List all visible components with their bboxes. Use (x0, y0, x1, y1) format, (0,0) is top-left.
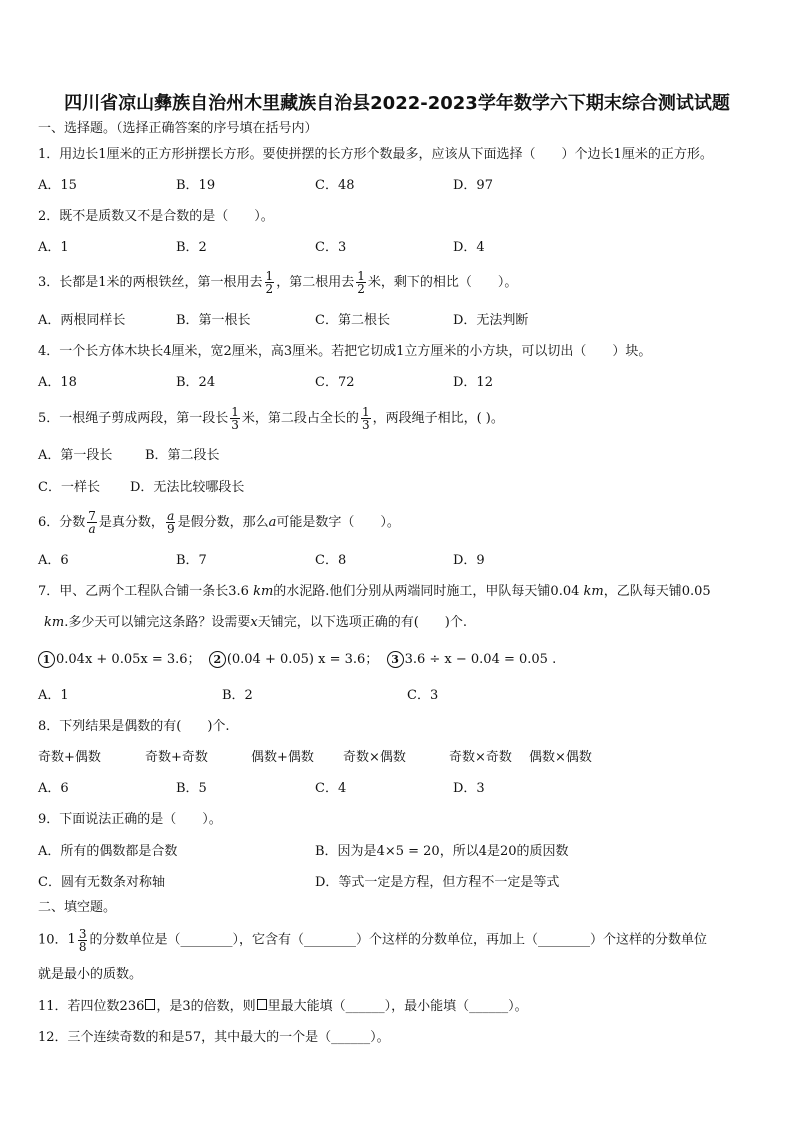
question-10: 10． 1 $\frac{3}{8}$ 的分数单位是（________），它含有（________）个这样的分数单位，再加上（________）个这样的分数单位 (38, 926, 707, 954)
q6-option-b[interactable]: B．7 (176, 553, 207, 568)
question-6: 6．分数 $\frac{7}{a}$ 是真分数， $\frac{a}{9}$ 是假分数，那么a可能是数字（ ）。 (38, 509, 400, 536)
blank-box (257, 999, 267, 1010)
q4-option-b[interactable]: B．24 (176, 375, 216, 390)
q9-option-c[interactable]: C．圆有无数条对称轴 (38, 875, 165, 890)
question-1: 1．用边长1厘米的正方形拼摆长方形。要使拼摆的长方形个数最多，应该从下面选择（ ）个边长1厘米的正方形。 (38, 147, 713, 162)
q1-option-d[interactable]: D．97 (453, 178, 493, 193)
q8-option-d[interactable]: D．3 (453, 781, 485, 796)
q8-item: 偶数+偶数 (251, 750, 314, 765)
q8-item: 奇数+奇数 (145, 750, 208, 765)
question-10-cont: 就是最小的质数。 (38, 967, 143, 982)
q7-option-c[interactable]: C．3 (407, 688, 439, 703)
circled-number-2: 2 (209, 651, 226, 668)
q8-option-a[interactable]: A．6 (38, 781, 69, 796)
question-4: 4．一个长方体木块长4厘米，宽2厘米，高3厘米。若把它切成1立方厘米的小方块，可以切出（ ）块。 (38, 344, 652, 359)
q8-item: 偶数×偶数 (529, 750, 592, 765)
q3-option-c[interactable]: C．第二根长 (315, 313, 390, 328)
q7-option-a[interactable]: A．1 (38, 688, 69, 703)
circled-number-1: 1 (38, 651, 55, 668)
page-title: 四川省凉山彝族自治州木里藏族自治县2022-2023学年数学六下期末综合测试试题 (64, 93, 730, 114)
equation-1: 0.04x + 0.05x = 3.6； (56, 652, 201, 667)
question-7-line1: 7．甲、乙两个工程队合铺一条长3.6 km的水泥路.他们分别从两端同时施工，甲队每天铺0.04 km，乙队每天铺0.05 (38, 584, 711, 599)
equation-2: (0.04 + 0.05) x = 3.6； (226, 652, 379, 667)
question-12: 12．三个连续奇数的和是57，其中最大的一个是（______）。 (38, 1030, 390, 1045)
q7-option-b[interactable]: B．2 (222, 688, 253, 703)
q8-item: 奇数×偶数 (343, 750, 406, 765)
q8-option-c[interactable]: C．4 (315, 781, 347, 796)
q6-option-d[interactable]: D．9 (453, 553, 485, 568)
q8-item: 奇数+偶数 (38, 750, 101, 765)
q9-option-d[interactable]: D．等式一定是方程，但方程不一定是等式 (315, 875, 560, 890)
section-heading-fill: 二、填空题。 (38, 900, 117, 915)
fraction: $\frac{a}{9}$ (166, 509, 175, 536)
fraction: $\frac{1}{3}$ (231, 405, 239, 432)
q2-option-a[interactable]: A．1 (38, 240, 69, 255)
q1-option-b[interactable]: B．19 (176, 178, 216, 193)
q3-option-a[interactable]: A．两根同样长 (38, 313, 126, 328)
fraction: $\frac{7}{a}$ (88, 509, 96, 536)
q2-option-b[interactable]: B．2 (176, 240, 207, 255)
q5-option-b[interactable]: B．第二段长 (145, 448, 220, 463)
q3-option-d[interactable]: D．无法判断 (453, 313, 529, 328)
section-heading-choice: 一、选择题。（选择正确答案的序号填在括号内） (38, 121, 318, 136)
q4-option-a[interactable]: A．18 (38, 375, 77, 390)
q6-option-a[interactable]: A．6 (38, 553, 69, 568)
circled-number-3: 3 (387, 651, 404, 668)
fraction: $\frac{1}{2}$ (357, 269, 365, 296)
q5-option-d[interactable]: D．无法比较哪段长 (130, 480, 245, 495)
q5-option-a[interactable]: A．第一段长 (38, 448, 113, 463)
q5-option-c[interactable]: C．一样长 (38, 480, 100, 495)
q9-option-b[interactable]: B．因为是4×5 = 20，所以4是20的质因数 (315, 844, 569, 859)
q4-option-c[interactable]: C．72 (315, 375, 355, 390)
q8-item: 奇数×奇数 (449, 750, 512, 765)
q3-option-b[interactable]: B．第一根长 (176, 313, 251, 328)
q1-option-a[interactable]: A．15 (38, 178, 77, 193)
q2-option-c[interactable]: C．3 (315, 240, 347, 255)
q1-option-c[interactable]: C．48 (315, 178, 355, 193)
question-11: 11．若四位数236 ，是3的倍数，则 里最大能填（______），最小能填（______）。 (38, 999, 528, 1014)
q2-option-d[interactable]: D．4 (453, 240, 485, 255)
question-2: 2．既不是质数又不是合数的是（ ）。 (38, 209, 274, 224)
question-7-line2: km.多少天可以铺完这条路？设需要x天铺完，以下选项正确的有( )个. (44, 615, 467, 630)
q8-option-b[interactable]: B．5 (176, 781, 207, 796)
blank-box (145, 999, 155, 1010)
q9-option-a[interactable]: A．所有的偶数都是合数 (38, 844, 178, 859)
q7-equations (38, 649, 556, 671)
q4-option-d[interactable]: D．12 (453, 375, 493, 390)
equation-3: 3.6 ÷ x − 0.04 = 0.05 . (404, 652, 557, 667)
fraction: $\frac{1}{3}$ (361, 405, 370, 432)
fraction: $\frac{1}{2}$ (265, 269, 274, 296)
question-5: 5．一根绳子剪成两段，第一段长 $\frac{1}{3}$ 米，第二段占全长的 $\frac{1}{3}$ ，两段绳子相比，( )。 (38, 405, 504, 432)
mixed-number: 1 $\frac{3}{8}$ (67, 926, 87, 954)
question-9: 9．下面说法正确的是（ ）。 (38, 812, 222, 827)
question-3: 3．长都是1米的两根铁丝，第一根用去 $\frac{1}{2}$ ，第二根用去 $\frac{1}{2}$ 米，剩下的相比（ ）。 (38, 269, 518, 296)
question-8: 8．下列结果是偶数的有( )个. (38, 719, 230, 734)
q6-option-c[interactable]: C．8 (315, 553, 347, 568)
